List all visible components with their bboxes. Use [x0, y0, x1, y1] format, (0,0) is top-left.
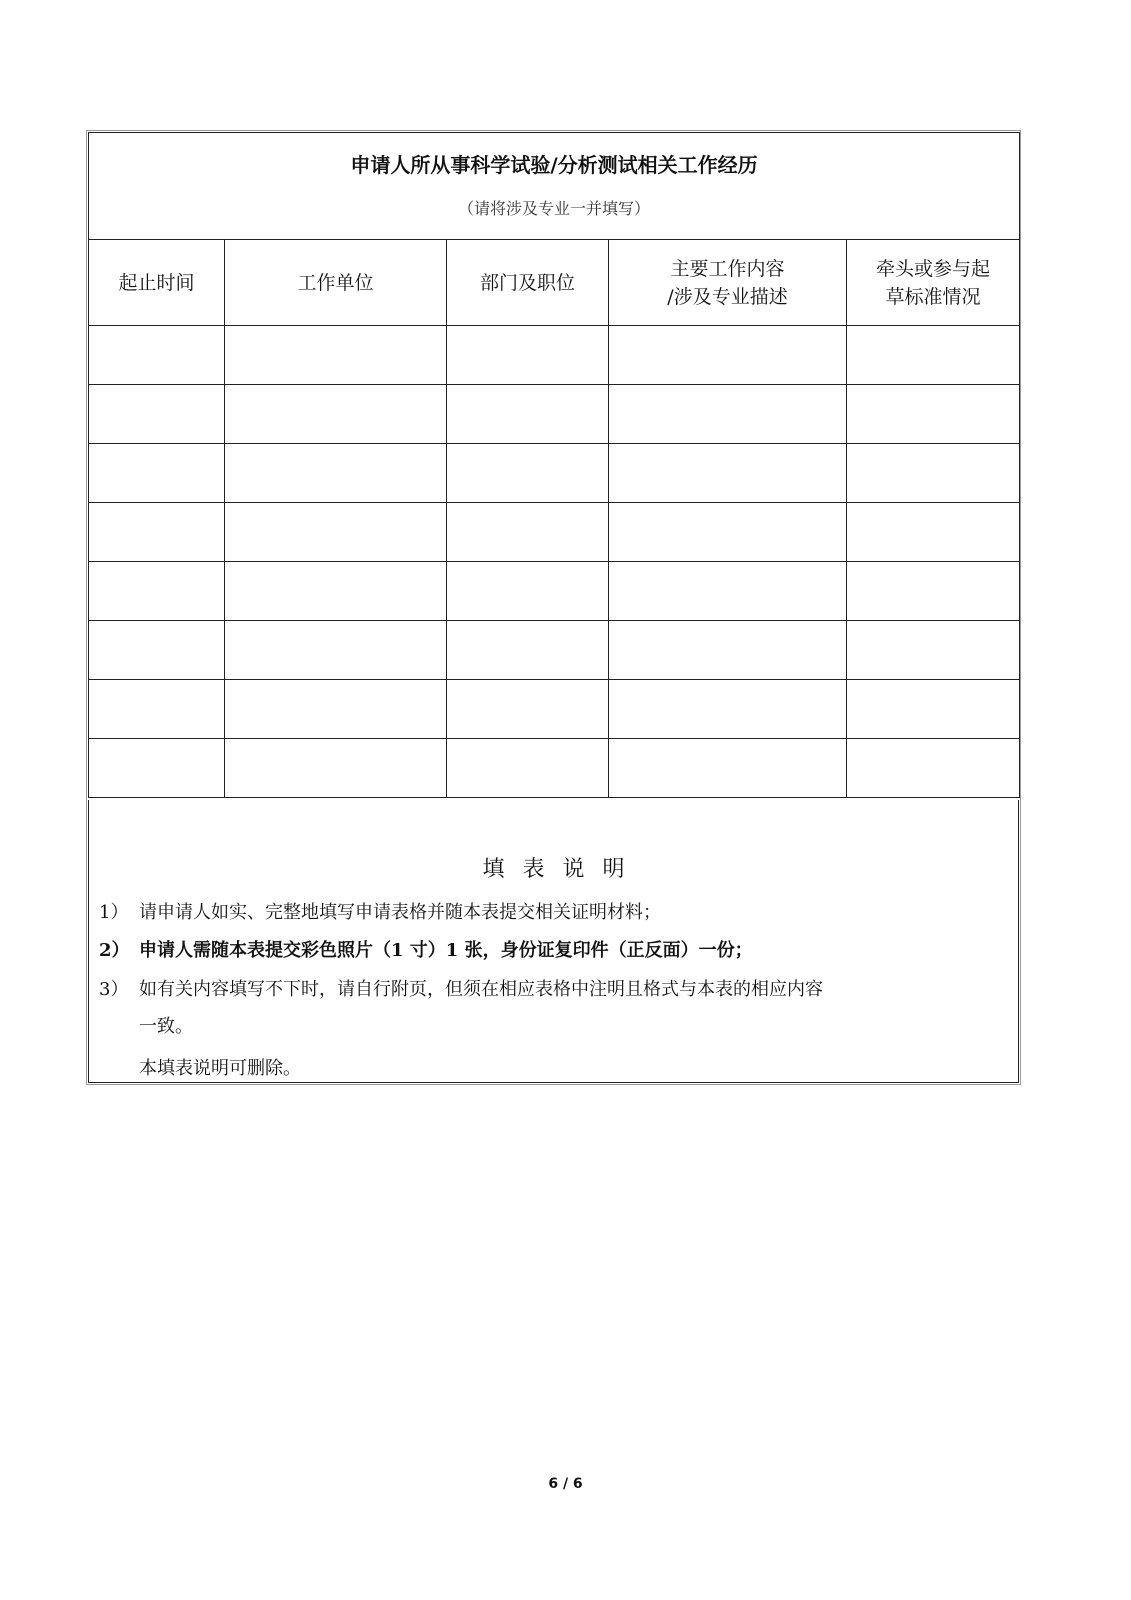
instruction-continuation: 一致。: [139, 1016, 193, 1037]
column-header-label-line2: 草标准情况: [885, 285, 981, 308]
cell-period[interactable]: [89, 385, 225, 444]
cell-standards[interactable]: [847, 385, 1020, 444]
cell-period[interactable]: [89, 680, 225, 739]
cell-department-position[interactable]: [447, 385, 609, 444]
form-subtitle: （请将涉及专业一并填写）: [458, 199, 651, 218]
cell-department-position[interactable]: [447, 326, 609, 385]
cell-employer[interactable]: [225, 385, 447, 444]
cell-employer[interactable]: [225, 562, 447, 621]
instruction-text: 请申请人如实、完整地填写申请表格并随本表提交相关证明材料；: [139, 902, 661, 923]
table-row: [89, 444, 1020, 503]
instruction-item: [99, 975, 823, 1001]
table-row: [89, 621, 1020, 680]
column-header-work-content: [609, 240, 847, 326]
column-header-label: 起止时间: [118, 271, 195, 294]
cell-work-content[interactable]: [609, 326, 847, 385]
table-row: [89, 680, 1020, 739]
column-header-standards: [847, 240, 1020, 326]
cell-standards[interactable]: [847, 444, 1020, 503]
cell-work-content[interactable]: [609, 385, 847, 444]
table-row: [89, 562, 1020, 621]
cell-employer[interactable]: [225, 680, 447, 739]
table-row: [89, 385, 1020, 444]
page-number: 6 / 6: [548, 1476, 583, 1492]
column-header-label: 工作单位: [297, 271, 374, 294]
cell-work-content[interactable]: [609, 503, 847, 562]
instruction-text: 如有关内容填写不下时，请自行附页，但须在相应表格中注明且格式与本表的相应内容: [139, 979, 823, 1000]
instruction-number: 3）: [99, 979, 129, 1000]
column-header-label: 主要工作内容: [670, 257, 785, 280]
cell-employer[interactable]: [225, 739, 447, 798]
cell-work-content[interactable]: [609, 562, 847, 621]
column-header-label-line2: /涉及专业描述: [667, 285, 788, 308]
cell-standards[interactable]: [847, 326, 1020, 385]
cell-period[interactable]: [89, 621, 225, 680]
column-header-label: 部门及职位: [479, 271, 575, 294]
cell-standards[interactable]: [847, 739, 1020, 798]
cell-period[interactable]: [89, 326, 225, 385]
instruction-text: 申请人需随本表提交彩色照片（1 寸）1 张，身份证复印件（正反面）一份；: [139, 940, 753, 961]
column-header-label: 牵头或参与起: [876, 257, 991, 280]
cell-period[interactable]: [89, 739, 225, 798]
cell-period[interactable]: [89, 562, 225, 621]
cell-department-position[interactable]: [447, 562, 609, 621]
cell-employer[interactable]: [225, 503, 447, 562]
cell-standards[interactable]: [847, 562, 1020, 621]
table-row: [89, 503, 1020, 562]
cell-department-position[interactable]: [447, 739, 609, 798]
cell-work-content[interactable]: [609, 444, 847, 503]
form-title: 申请人所从事科学试验/分析测试相关工作经历: [350, 153, 758, 177]
instruction-number: 1）: [99, 902, 129, 923]
instruction-item: [99, 898, 661, 924]
cell-employer[interactable]: [225, 621, 447, 680]
cell-department-position[interactable]: [447, 444, 609, 503]
column-header-period: [89, 240, 225, 326]
cell-standards[interactable]: [847, 503, 1020, 562]
instructions-title: 填表说明: [482, 857, 643, 882]
column-header-department-position: [447, 240, 609, 326]
instruction-item: [99, 936, 753, 962]
instructions-section: [88, 800, 1019, 1083]
cell-period[interactable]: [89, 444, 225, 503]
cell-work-content[interactable]: [609, 739, 847, 798]
table-title-cell: [89, 133, 1020, 240]
work-experience-table: [88, 132, 1020, 798]
cell-work-content[interactable]: [609, 621, 847, 680]
cell-department-position[interactable]: [447, 680, 609, 739]
cell-standards[interactable]: [847, 680, 1020, 739]
cell-period[interactable]: [89, 503, 225, 562]
instruction-number: 2）: [99, 940, 130, 961]
table-row: [89, 739, 1020, 798]
cell-department-position[interactable]: [447, 503, 609, 562]
cell-work-content[interactable]: [609, 680, 847, 739]
column-header-employer: [225, 240, 447, 326]
cell-employer[interactable]: [225, 326, 447, 385]
table-row: [89, 326, 1020, 385]
instructions-note: 本填表说明可删除。: [139, 1058, 301, 1079]
table-header-row: [89, 240, 1020, 326]
cell-employer[interactable]: [225, 444, 447, 503]
cell-standards[interactable]: [847, 621, 1020, 680]
cell-department-position[interactable]: [447, 621, 609, 680]
